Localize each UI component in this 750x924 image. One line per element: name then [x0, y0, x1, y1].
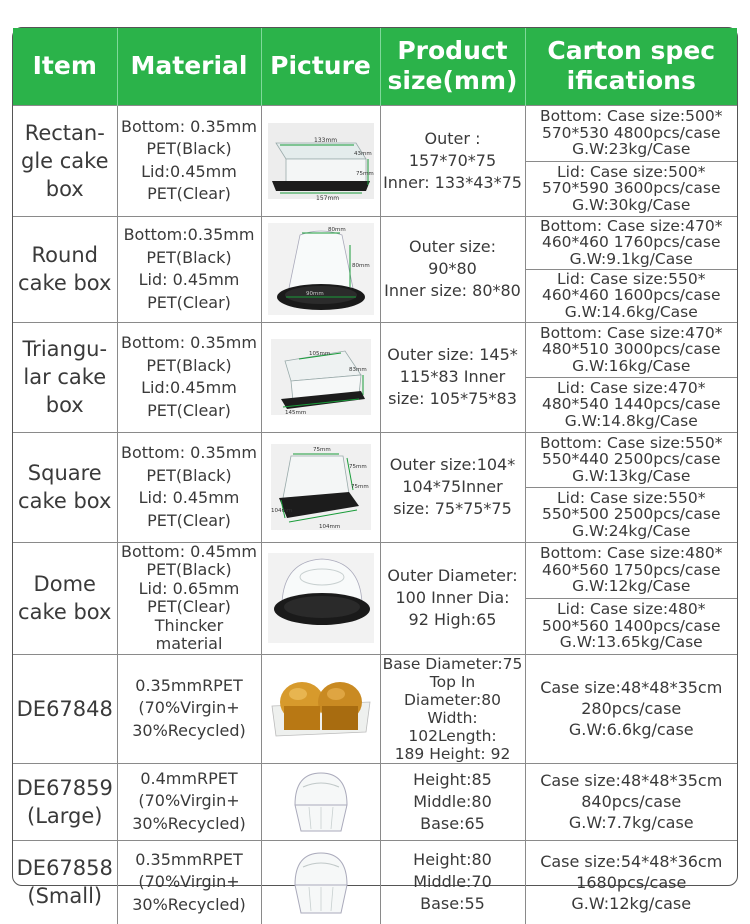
carton-cell: Case size:48*48*35cm 280pcs/case G.W:6.6kg/case	[525, 654, 737, 763]
carton-lid-cell: Lid: Case size:550* 550*500 2500pcs/case G.W:24kg/Case	[525, 487, 737, 542]
material-cell: 0.35mmRPET (70%Virgin+ 30%Recycled)	[117, 654, 261, 763]
item-name: Round cake box	[13, 216, 117, 322]
carton-lid-cell: Lid: Case size:480* 500*560 1400pcs/case G.W:13.65kg/Case	[525, 598, 737, 654]
dim-label: 75mm	[312, 447, 331, 453]
round-box-image	[266, 221, 376, 317]
product-size-cell: Base Diameter:75 Top In Diameter:80 Width: 102Length: 189 Height: 92	[380, 654, 525, 763]
material-cell: Bottom:0.35mm PET(Black) Lid: 0.45mm PET(Clear)	[117, 216, 261, 322]
spec-table-frame	[12, 27, 738, 914]
material-cell: Bottom: 0.35mm PET(Black) Lid:0.45mm PET(Clear)	[117, 105, 261, 216]
rectangle-box-image	[266, 119, 376, 203]
product-size-cell: Height:85 Middle:80 Base:65	[380, 763, 525, 840]
product-size-cell: Outer : 157*70*75 Inner: 133*43*75	[380, 105, 525, 216]
header-material: Material	[117, 28, 261, 105]
dim-label: 80mm	[327, 227, 346, 233]
dim-label: 133mm	[313, 136, 337, 144]
carton-bottom-cell: Bottom: Case size:470* 460*460 1760pcs/case G.W:9.1kg/Case	[525, 216, 737, 269]
dim-label: 104mm	[318, 524, 340, 530]
dim-label: 90mm	[305, 291, 324, 297]
item-name: Square cake box	[13, 432, 117, 542]
table-row	[13, 216, 737, 269]
header-item: Item	[13, 28, 117, 105]
product-picture	[261, 654, 380, 763]
single-cupcake-small-image	[281, 845, 361, 919]
table-row	[13, 105, 737, 161]
product-picture	[261, 105, 380, 216]
carton-bottom-cell: Bottom: Case size:550* 550*440 2500pcs/case G.W:13kg/Case	[525, 432, 737, 487]
product-size-cell: Outer size:104* 104*75Inner size: 75*75*75	[380, 432, 525, 542]
square-box-image	[269, 442, 373, 532]
product-picture	[261, 216, 380, 322]
carton-lid-cell: Lid: Case size:550* 460*460 1600pcs/case G.W:14.6kg/Case	[525, 269, 737, 322]
dome-box-image	[266, 551, 376, 645]
table-row	[13, 840, 737, 924]
header-carton-specs: Carton spec ifications	[525, 28, 737, 105]
item-name: DE67859 (Large)	[13, 763, 117, 840]
product-picture	[261, 840, 380, 924]
carton-lid-cell: Lid: Case size:500* 570*590 3600pcs/case G.W:30kg/Case	[525, 161, 737, 216]
product-picture	[261, 432, 380, 542]
item-name: Dome cake box	[13, 542, 117, 654]
product-picture	[261, 322, 380, 432]
table-row	[13, 763, 737, 840]
table-row	[13, 432, 737, 487]
spec-table	[13, 28, 737, 924]
dim-label: 75mm	[350, 484, 369, 490]
product-size-cell: Outer size: 145* 115*83 Inner size: 105*75*83	[380, 322, 525, 432]
table-row	[13, 542, 737, 598]
double-cupcake-image	[266, 672, 376, 746]
product-picture	[261, 542, 380, 654]
table-row	[13, 322, 737, 377]
carton-lid-cell: Lid: Case size:470* 480*540 1440pcs/case G.W:14.8kg/Case	[525, 377, 737, 432]
item-name: DE67858 (Small)	[13, 840, 117, 924]
header-row	[13, 28, 737, 105]
single-cupcake-large-image	[281, 767, 361, 837]
material-cell: Bottom: 0.45mm PET(Black) Lid: 0.65mm PET(Clear) Thincker material	[117, 542, 261, 654]
header-picture: Picture	[261, 28, 380, 105]
item-name: DE67848	[13, 654, 117, 763]
material-cell: Bottom: 0.35mm PET(Black) Lid:0.45mm PET(Clear)	[117, 322, 261, 432]
carton-bottom-cell: Bottom: Case size:480* 460*560 1750pcs/case G.W:12kg/Case	[525, 542, 737, 598]
dim-label: 83mm	[348, 367, 367, 373]
dim-label: 75mm	[355, 170, 374, 177]
product-size-cell: Height:80 Middle:70 Base:55	[380, 840, 525, 924]
dim-label: 80mm	[351, 263, 370, 269]
dim-label: 157mm	[315, 194, 339, 202]
product-size-cell: Outer Diameter: 100 Inner Dia: 92 High:65	[380, 542, 525, 654]
item-name: Triangu- lar cake box	[13, 322, 117, 432]
triangular-box-image	[269, 335, 373, 419]
carton-cell: Case size:48*48*35cm 840pcs/case G.W:7.7kg/case	[525, 763, 737, 840]
dim-label: 43mm	[353, 150, 372, 157]
material-cell: 0.4mmRPET (70%Virgin+ 30%Recycled)	[117, 763, 261, 840]
dim-label: 75mm	[348, 464, 367, 470]
product-picture	[261, 763, 380, 840]
material-cell: 0.35mmRPET (70%Virgin+ 30%Recycled)	[117, 840, 261, 924]
carton-cell: Case size:54*48*36cm 1680pcs/case G.W:12kg/case	[525, 840, 737, 924]
dim-label: 104mm	[270, 508, 292, 514]
carton-bottom-cell: Bottom: Case size:500* 570*530 4800pcs/case G.W:23kg/Case	[525, 105, 737, 161]
material-cell: Bottom: 0.35mm PET(Black) Lid: 0.45mm PET(Clear)	[117, 432, 261, 542]
dim-label: 105mm	[308, 351, 330, 357]
dim-label: 145mm	[284, 410, 306, 416]
carton-bottom-cell: Bottom: Case size:470* 480*510 3000pcs/case G.W:16kg/Case	[525, 322, 737, 377]
table-row	[13, 654, 737, 763]
product-size-cell: Outer size: 90*80 Inner size: 80*80	[380, 216, 525, 322]
item-name: Rectan- gle cake box	[13, 105, 117, 216]
header-product-size: Product size(mm)	[380, 28, 525, 105]
